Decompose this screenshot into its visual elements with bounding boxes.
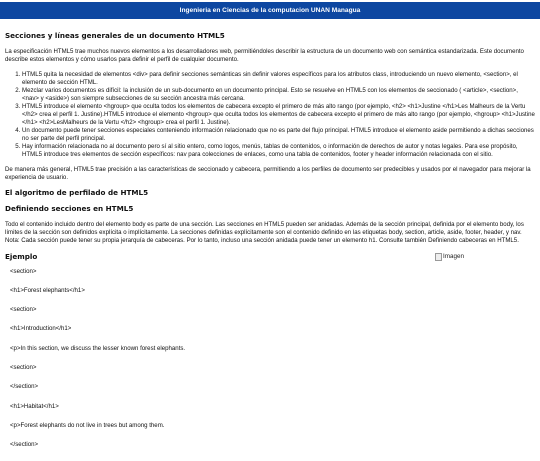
- code-line: <h1>Habitat</h1>: [10, 402, 59, 410]
- example-image: [435, 252, 535, 262]
- definiendo-paragraph: Todo el contenido incluido dentro del elemento body es parte de una sección. Las secciones en HTML5 pueden ser anidadas. Además de la sección principal, definida por el elemento body, los límites de la sección son definidos explícita o implícitamente. La secciones definidas explícitamente son el contenido definido en las etiquetas body, section, article, aside, footer, header, y nav. Nota: Cada sección puede tener su propia jerarquía de cabeceras. Por lo tanto, incluso una sección anidada puede tener un elemento h1. Consulte también Definiendo cabeceras en HTML5.: [5, 220, 524, 245]
- section-heading-definiendo: Definiendo secciones en HTML5: [5, 204, 134, 214]
- code-line: <section>: [10, 306, 37, 314]
- list-item: 3. HTML5 introduce el elemento <hgroup> que oculta todos los elementos de cabecera excepto el primero de más alto rango (por ejemplo, <h2> <h1>Justine </h1>Les Malheurs de la Vertu </h2> crea el perfil 1. Justine).HTML5 introduce el elemento <hgroup> que oculta todos los elementos de cabecera excepto el primero de más alto rango (por ejemplo, <hgroup> <h1>Justine </h1> <h2>LesMalheurs de la Vertu </h2> <hgroup> crea el perfil 1. Justine).: [22, 103, 535, 127]
- list-item: 5. Hay información relacionada no al documento pero sí al sitio entero, como logos, menús, tablas de contenidos, o información de derechos de autor y notas legales. Para ese propósito, HTML5 introduce tres elementos de sección específicos: nav para colecciones de enlaces, como una tabla de contenidos, footer y header información relacionada con el sitio.: [22, 143, 535, 159]
- section-heading-generales: Secciones y líneas generales de un documento HTML5: [5, 31, 225, 40]
- list-item: 1. HTML5 quita la necesidad de elementos <div> para definir secciones semánticas sin definir valores específicos para los atributos class, introduciendo un nuevo elemento, <section>, el elemento de sección HTML.: [22, 71, 535, 87]
- list-item: 4. Un documento puede tener secciones especiales conteniendo información relacionado que no es parte del flujo principal. HTML5 introduce el elemento aside permitiendo a dichas secciones no ser parte del perfil principal.: [22, 127, 535, 143]
- broken-image-icon: [435, 253, 442, 261]
- features-list: [5, 71, 535, 159]
- section-intro-paragraph: La especificación HTML5 trae muchos nuevos elementos a los desarrolladores web, permitiéndoles describir la estructura de un documento web con semántica estandarizada. Este documento describe estos elementos y cómo usarlos para definir el perfil de cualquier documento.: [5, 47, 524, 63]
- list-item: 2. Mezclar varios documentos es difícil: la inclusión de un sub-documento en un documento principal. Esto se resuelve en HTML5 con los elementos de seccionado ( <article>, <section>, <nav> y <aside>) son siempre subsecciones de su sección ancestra más cercana.: [22, 87, 535, 103]
- code-line: </section>: [10, 383, 39, 391]
- summary-paragraph: De manera más general, HTML5 trae precisión a las características de seccionado y cabecera, permitiendo a los perfiles de documento ser predecibles y usados por el navegador para mejorar la experiencia de usuario.: [5, 165, 531, 181]
- example-header-row: [5, 252, 535, 262]
- code-line: <h1>Introduction</h1>: [10, 325, 72, 333]
- code-line: <h1>Forest elephants</h1>: [10, 286, 85, 294]
- code-line: <p>In this section, we discuss the lesser known forest elephants.: [10, 344, 186, 352]
- code-line: </section>: [10, 441, 39, 449]
- example-heading: Ejemplo: [5, 252, 38, 262]
- page-header-title: Ingenieria en Ciencias de la computacion UNAN Managua: [179, 7, 361, 14]
- example-image-alt: Imagen: [443, 252, 465, 260]
- code-line: <p>Forest elephants do not live in trees but among them.: [10, 421, 165, 429]
- section-heading-algoritmo: El algoritmo de perfilado de HTML5: [5, 187, 149, 197]
- code-line: <section>: [10, 364, 37, 372]
- main-content: [0, 31, 540, 461]
- example-code-block: [5, 268, 535, 461]
- page-header-banner: [0, 2, 540, 19]
- code-line: <section>: [10, 267, 37, 275]
